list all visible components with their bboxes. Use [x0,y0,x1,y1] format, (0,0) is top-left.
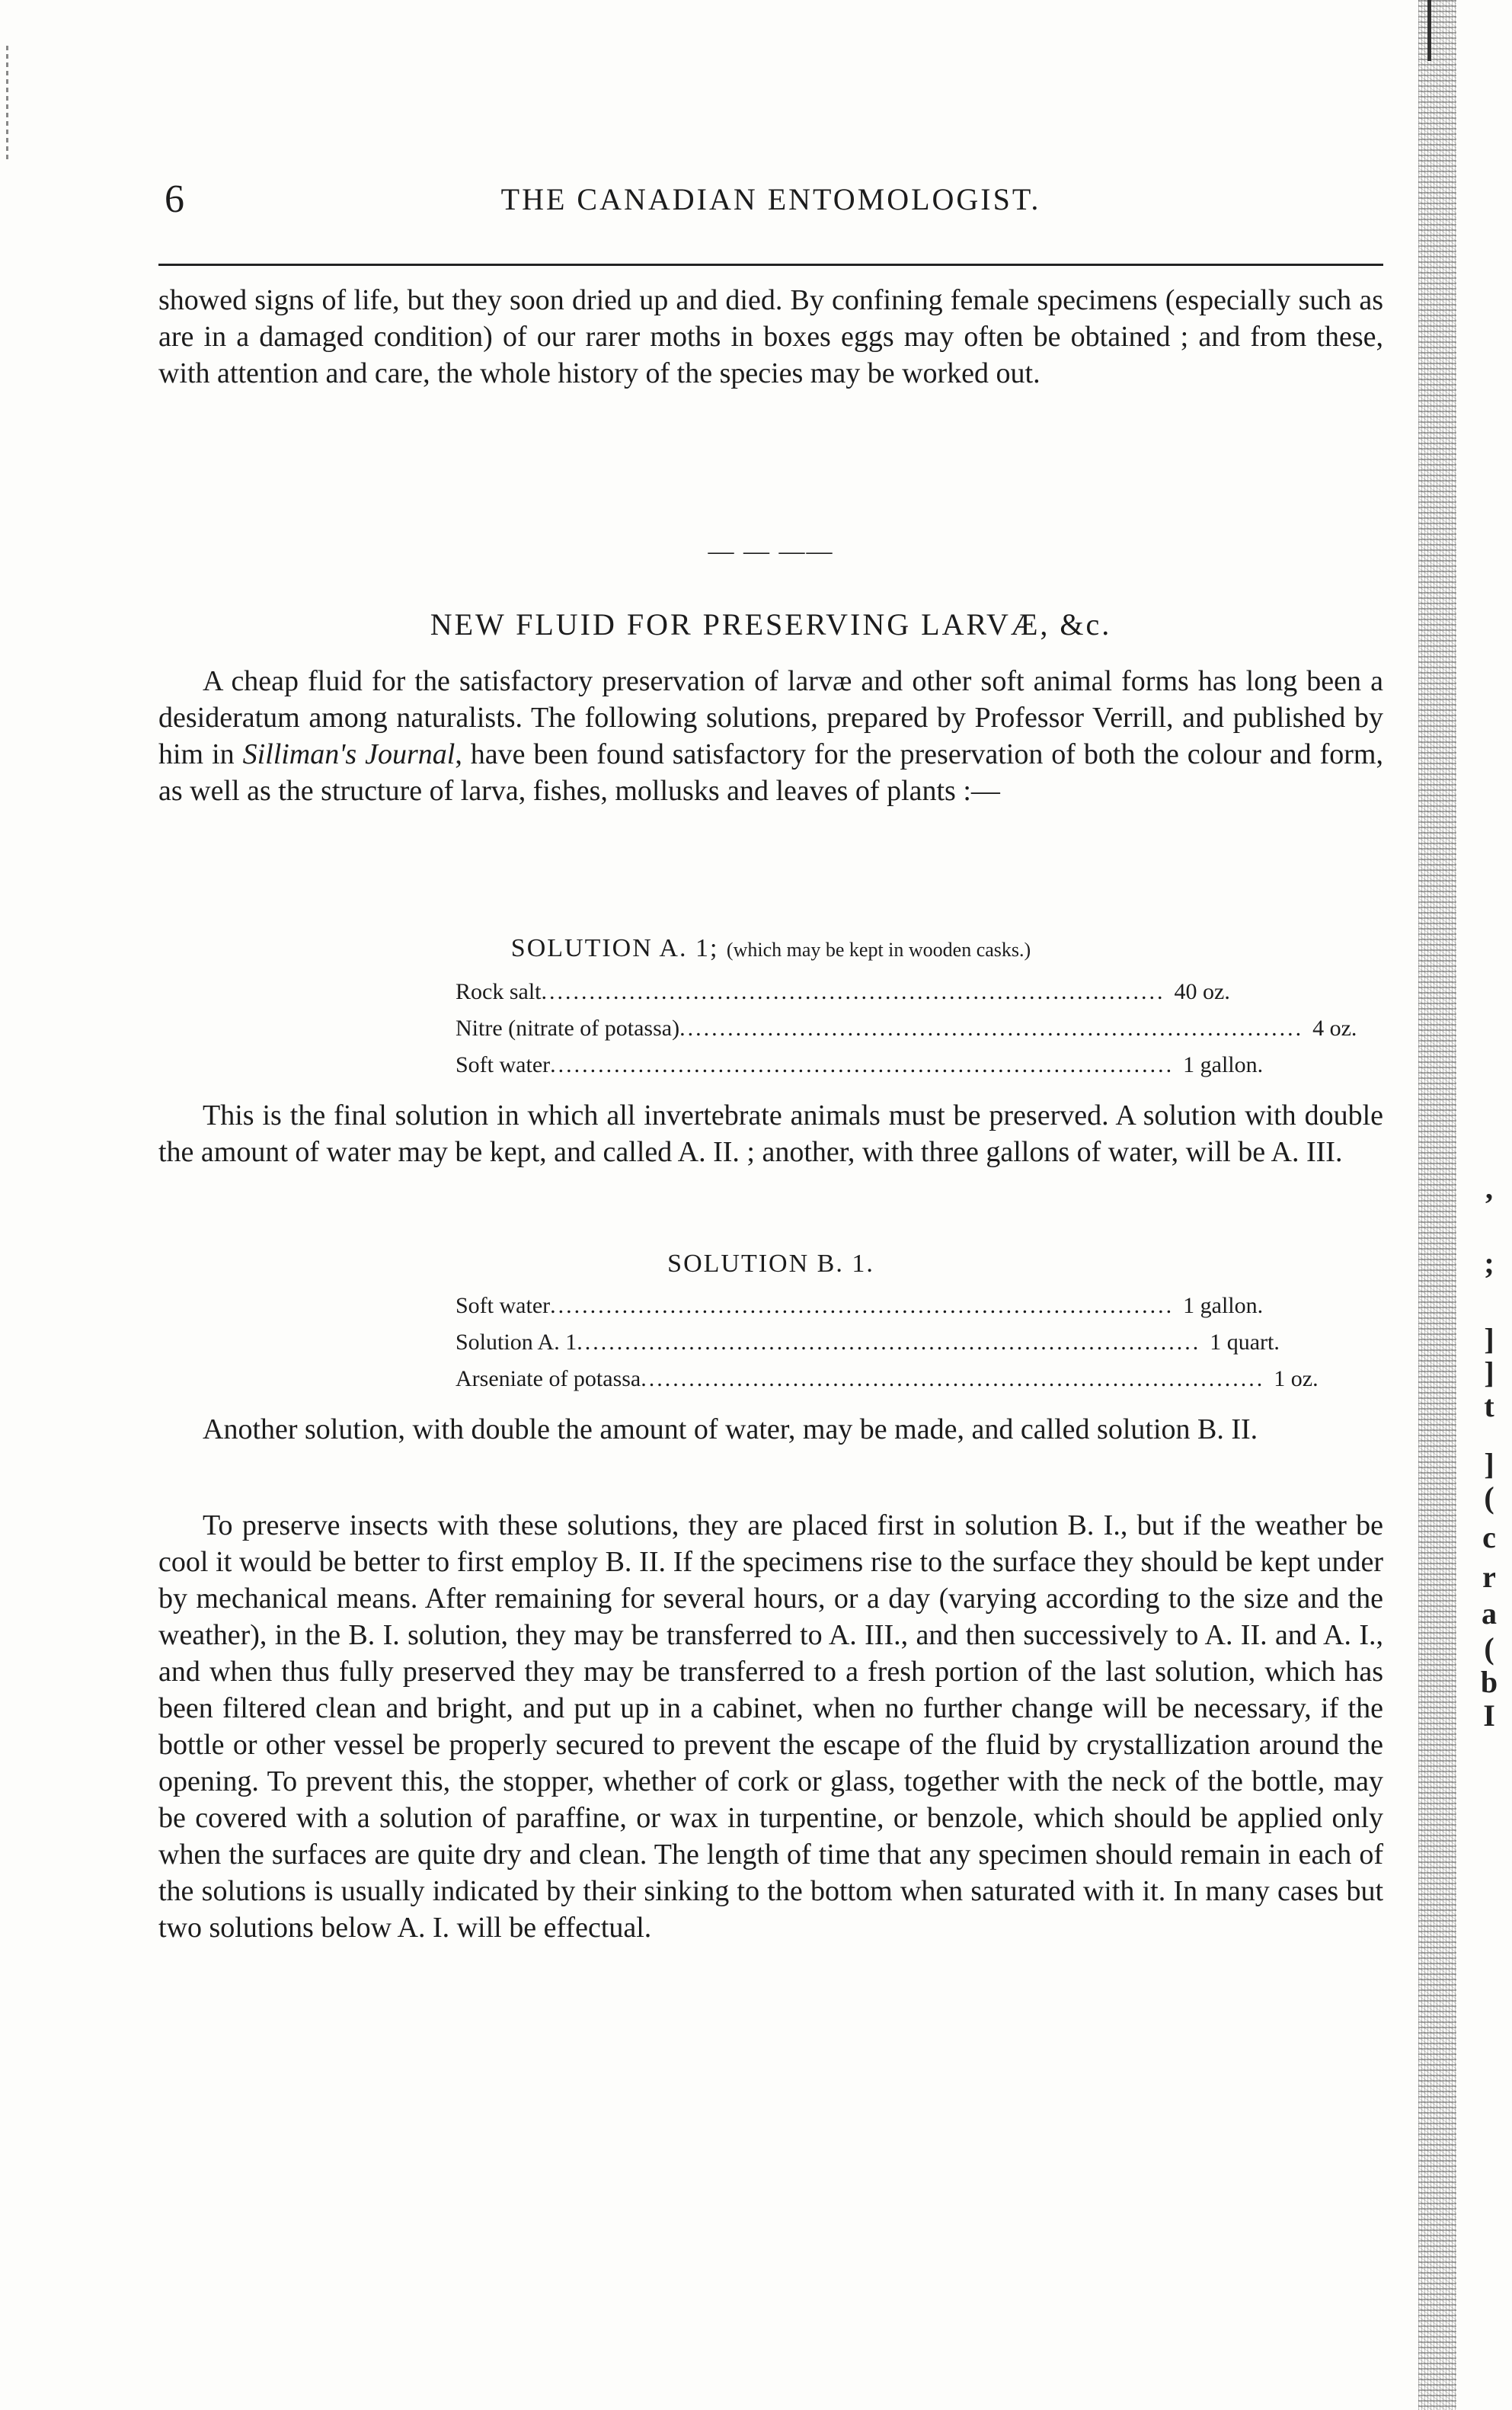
quantity: 1 quart. [1210,1330,1280,1355]
gutter-texture [1418,0,1456,2410]
solution-note: (which may be kept in wooden casks.) [726,939,1031,961]
ingredient: Rock salt [456,979,542,1004]
margin-fragment: t [1484,1389,1494,1423]
solution-title: SOLUTION A. 1; [510,934,719,962]
ingredient: Arseniate of potassa [456,1366,641,1391]
solution-b1-recipe [456,1288,1319,1397]
recipe-row [456,1010,1357,1047]
margin-fragment: c [1482,1520,1496,1554]
margin-fragment: , [1485,1171,1493,1205]
quantity: 1 oz. [1274,1366,1319,1391]
section-separator: — — —— [708,537,834,565]
article-paragraph-4: To preserve insects with these solutions, they are placed first in solution B. I., but if the weather be cool it would be better to first employ B. II. If the specimens rise to the surface they should be kept under by mechanical means. After remaining for several hours, or a day (varying according to the size and the weather), in the B. I. solution, they may be transferred to A. III., and then successively to A. II. and A. I., and when thus fully preserved they may be transferred to a fresh portion of the last solution, which has been filtered clean and bright, and put up in a cabinet, when no further change will be necessary, if the bottle or other vessel be properly secured to prevent the escape of the fluid by crystallization around the opening. To prevent this, the stopper, whether of cork or glass, together with the neck of the bottle, may be covered with a solution of paraffine, or wax in turpentine, or benzole, which should be applied only when the surfaces are quite dry and clean. The length of time that any specimen should remain in each of the solutions is usually indicated by their sinking to the bottom when saturated with it. In many cases but two solutions below A. I. will be effectual. [158,1509,1383,1944]
quantity: 4 oz. [1312,1016,1357,1041]
leader-dots: .............................................................................. [541,979,1165,1004]
margin-fragment: ( [1484,1480,1494,1515]
ingredient: Solution A. 1 [456,1330,577,1355]
page-number: 6 [165,178,184,221]
ingredient: Soft water [456,1293,551,1318]
article-paragraph-3: Another solution, with double the amount of water, may be made, and called solution B. II. [203,1413,1258,1445]
journal-name: Silliman's Journal [242,738,456,770]
header-rule [158,264,1383,266]
leader-dots: .............................................................................. [679,1016,1304,1041]
leader-dots: .............................................................................. [550,1293,1175,1318]
article-title: NEW FLUID FOR PRESERVING LARVÆ, &c. [430,607,1112,642]
margin-fragment: r [1482,1560,1496,1594]
margin-fragment: b [1480,1665,1498,1699]
scan-edge-marks [6,46,8,160]
quantity: 1 gallon. [1183,1052,1264,1077]
margin-fragment: ] [1484,1447,1494,1481]
journal-title: THE CANADIAN ENTOMOLOGIST. [500,182,1041,216]
quantity: 40 oz. [1174,979,1230,1004]
margin-fragment: ( [1484,1631,1494,1666]
margin-fragment: I [1483,1698,1495,1733]
quantity: 1 gallon. [1183,1293,1264,1318]
paragraph-text: A cheap fluid for the satisfactory preservation of larvæ and other soft animal forms has long been a desideratum among naturalists. The following solutions, prepared by Professor Verrill, and published by him in [158,665,1383,770]
article-paragraph-2: This is the final solution in which all invertebrate animals must be preserved. A solution with double the amount of water may be kept, and called A. II. ; another, with three gallons of water, will be A. III. [158,1099,1383,1168]
margin-fragment: ] [1484,1322,1494,1356]
recipe-row [456,1047,1264,1083]
leader-dots: .............................................................................. [577,1330,1201,1355]
recipe-row [456,1324,1280,1361]
paragraph-text: , have been found satisfactory for the preservation of both the colour and form, as well as the structure of larva, fishes, mollusks and leaves of plants :— [158,738,1383,807]
margin-fragment: a [1482,1596,1497,1631]
margin-fragment: ] [1484,1355,1494,1390]
recipe-row [456,1288,1264,1324]
ingredient: Soft water [456,1052,551,1077]
solution-title: SOLUTION B. 1. [667,1250,874,1278]
recipe-row [456,974,1230,1010]
ingredient: Nitre (nitrate of potassa) [456,1016,680,1041]
margin-fragment: ; [1484,1246,1494,1280]
recipe-row [456,1361,1319,1397]
running-head [158,177,1383,222]
leader-dots: .............................................................................. [641,1366,1265,1391]
facing-page-fragments [1466,1173,1512,1731]
solution-b1-heading [158,1250,1383,1279]
journal-page [158,0,1383,2410]
leader-dots: .............................................................................. [550,1052,1175,1077]
solution-a1-heading [158,934,1383,963]
article-paragraph-1 [158,663,1383,809]
continued-paragraph: showed signs of life, but they soon dried up and died. By confining female specimens (especially such as are in a damaged condition) of our rarer moths in boxes eggs may often be obtained ; and from these, with attention and care, the whole history of the species may be worked out. [158,284,1383,389]
solution-a1-recipe [456,974,1357,1083]
